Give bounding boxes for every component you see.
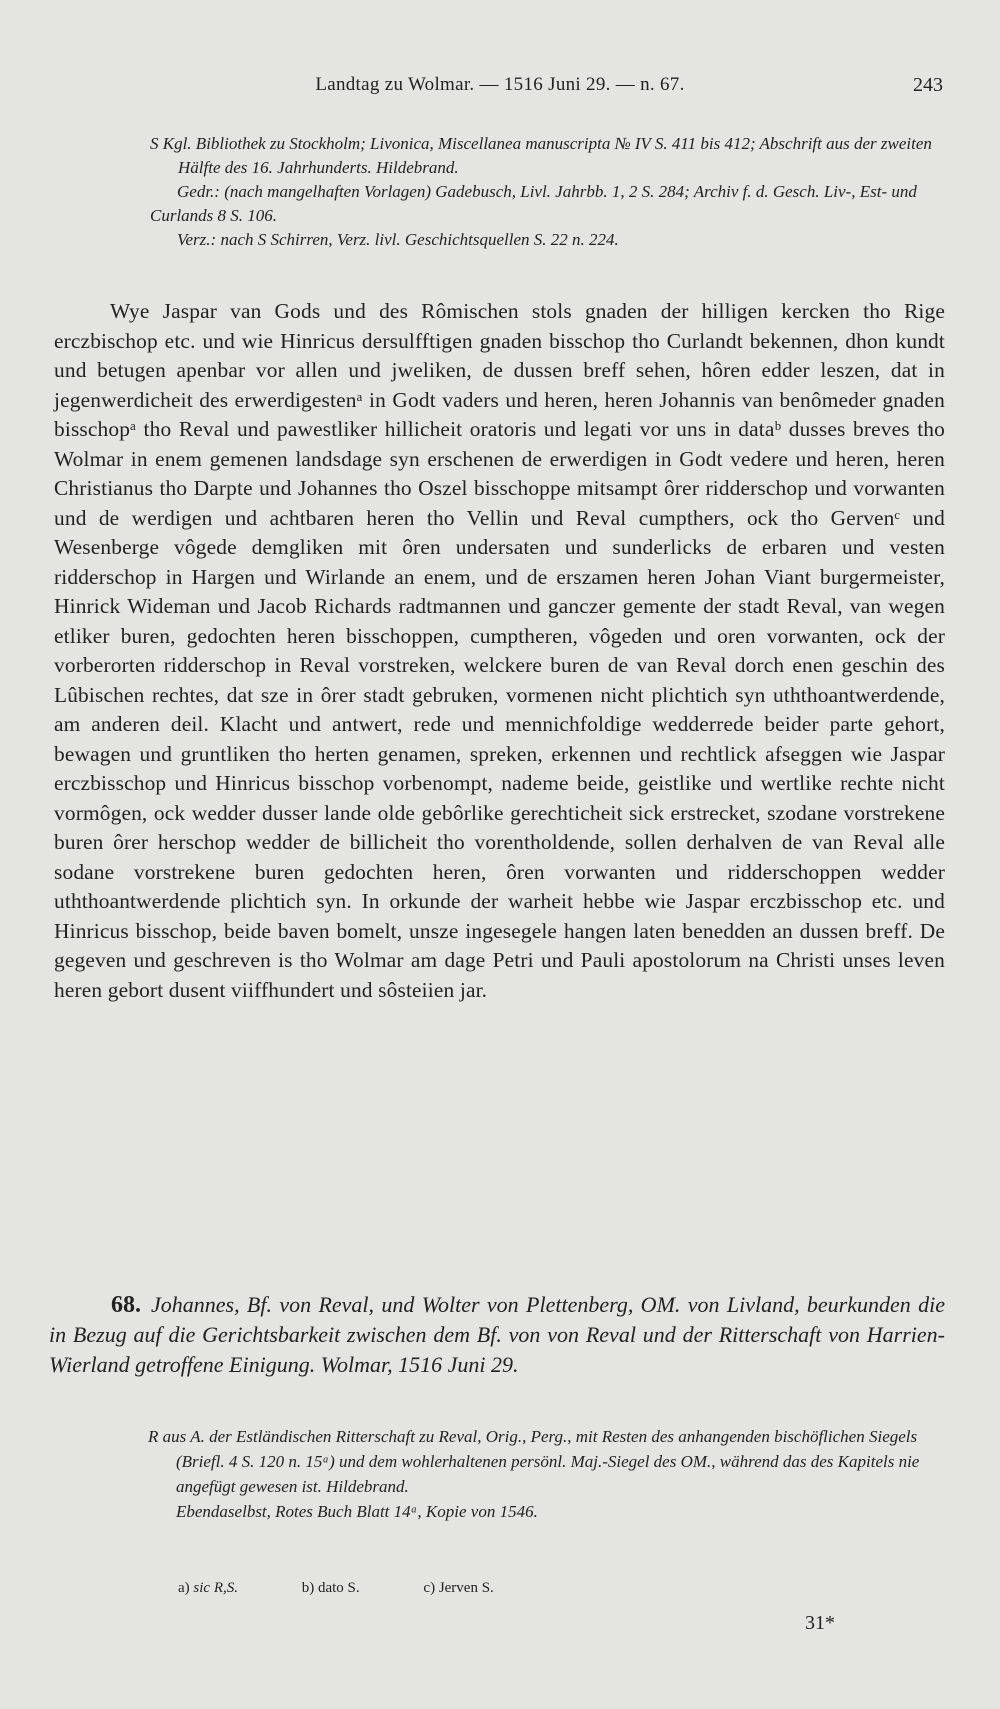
footnote-b: b) dato S. <box>301 1580 360 1596</box>
source-notes-68 <box>148 1424 948 1524</box>
source-note: Gedr.: (nach mangelhaften Vorlagen) Gadebusch, Livl. Jahrbb. 1, 2 S. 284; Archiv f. d. Gesch. Liv-, Est- und Curlands 8 S. 106. <box>150 182 917 225</box>
source-note: Verz.: nach S Schirren, Verz. livl. Geschichtsquellen S. 22 n. 224. <box>177 230 619 249</box>
source-notes-67 <box>150 132 950 252</box>
footnote-c: c) Jerven S. <box>423 1580 494 1596</box>
page-header <box>0 74 1000 104</box>
document-body-text <box>54 297 945 1005</box>
document-regest: Johannes, Bf. von Reval, und Wolter von Plettenberg, OM. von Livland, beurkunden die in Bezug auf die Gerichtsbarkeit zwischen dem Bf. von von Reval und der Ritterschaft von Harrien-Wierland getroffene Einigung. Wolmar, 1516 Juni 29. <box>49 1292 945 1377</box>
document-number: 68. <box>111 1292 141 1318</box>
signature-mark: 31* <box>805 1612 835 1634</box>
footnotes <box>178 1580 778 1597</box>
footnote-a: a) sic R,S. <box>178 1580 238 1596</box>
running-title: Landtag zu Wolmar. — 1516 Juni 29. — n. 67. <box>315 74 685 95</box>
source-note: R aus A. der Estländischen Ritterschaft zu Reval, Orig., Perg., mit Resten des anhangenden bischöflichen Siegels (Briefl. 4 S. 120 n. 15ᵃ) und dem wohlerhaltenen persönl. Maj.-Siegel des OM., während das des Kapitels nie angefügt gewesen ist. Hildebrand. <box>148 1427 920 1496</box>
document-68-heading <box>49 1290 945 1380</box>
page-number: 243 <box>913 74 943 96</box>
source-note: S Kgl. Bibliothek zu Stockholm; Livonica, Miscellanea manuscripta № IV S. 411 bis 412; Abschrift aus der zweiten Hälfte des 16. Jahrhunderts. Hildebrand. <box>150 134 932 177</box>
source-note: Ebendaselbst, Rotes Buch Blatt 14ᵃ, Kopie von 1546. <box>176 1502 538 1521</box>
body-paragraph: Wye Jaspar van Gods und des Rômischen stols gnaden der hilligen kercken tho Rige erczbischop etc. und wie Hinricus dersulfftigen gnaden bisschop tho Curlandt bekennen, dhon kundt und betugen apenbar vor allen und jweliken, de dussen breff sehen, hôren edder leszen, dat in jegenwerdicheit des erwerdigestenᵃ in Godt vaders und heren, heren Johannis van benômeder gnaden bisschopᵃ tho Reval und pawestliker hillicheit oratoris und legati vor uns in dataᵇ dusses breves tho Wolmar in enem gemenen landsdage syn erschenen de erwerdigen in Godt vedere und heren, heren Christianus tho Darpte und Johannes tho Oszel bisschoppe mitsampt ôrer ridderschop und vorwanten und de werdigen und achtbaren heren tho Vellin und Reval cumpthers, ock tho Gervenᶜ und Wesenberge vôgede demgliken mit ôren undersaten und sunderlicks de erbaren und vesten ridderschop in Hargen und Wirlande an enem, und de erszamen heren Johan Viant burgermeister, Hinrick Wideman und Jacob Richards radtmannen und ganczer gemente der stadt Reval, van wegen etliker buren, gedochten heren bisschoppen, cumptheren, vôgeden und oren vorwanten, ock der vorberorten ridderschop in Reval vorstreken, welckere buren de van Reval dorch enen geschin des Lûbischen rechtes, dat sze in ôrer stadt gebruken, vormenen nicht plichtich syn uththoantwerdende, am anderen deil. Klacht und antwert, rede und mennichfoldige wedderrede beider parte gehort, bewagen und gruntliken tho herten genamen, spreken, erkennen und rechtlick afseggen wie Jaspar erczbisschop und Hinricus bisschop vorbenompt, nademe beide, geistlike und wertlike rechte nicht vormôgen, ock wedder dusser lande olde gebôrlike gerechticheit sick erstrecket, szodane vorstrekene buren ôrer herschop wedder de billicheit tho vorentholdende, sollen derhalven de van Reval alle sodane vorstrekene buren gedochten heren, ôren vorwanten und ridderschoppen wedder uththoantwerdende plichtich syn. In orkunde der warheit hebbe wie Jaspar erczbisschop etc. und Hinricus bisschop, beide baven bomelt, unsze ingesegele hangen laten benedden an dussen breff. De gegeven und geschreven is tho Wolmar am dage Petri und Pauli apostolorum na Christi unses leven heren gebort dusent viiffhundert und sôsteiien jar. <box>54 299 945 1002</box>
